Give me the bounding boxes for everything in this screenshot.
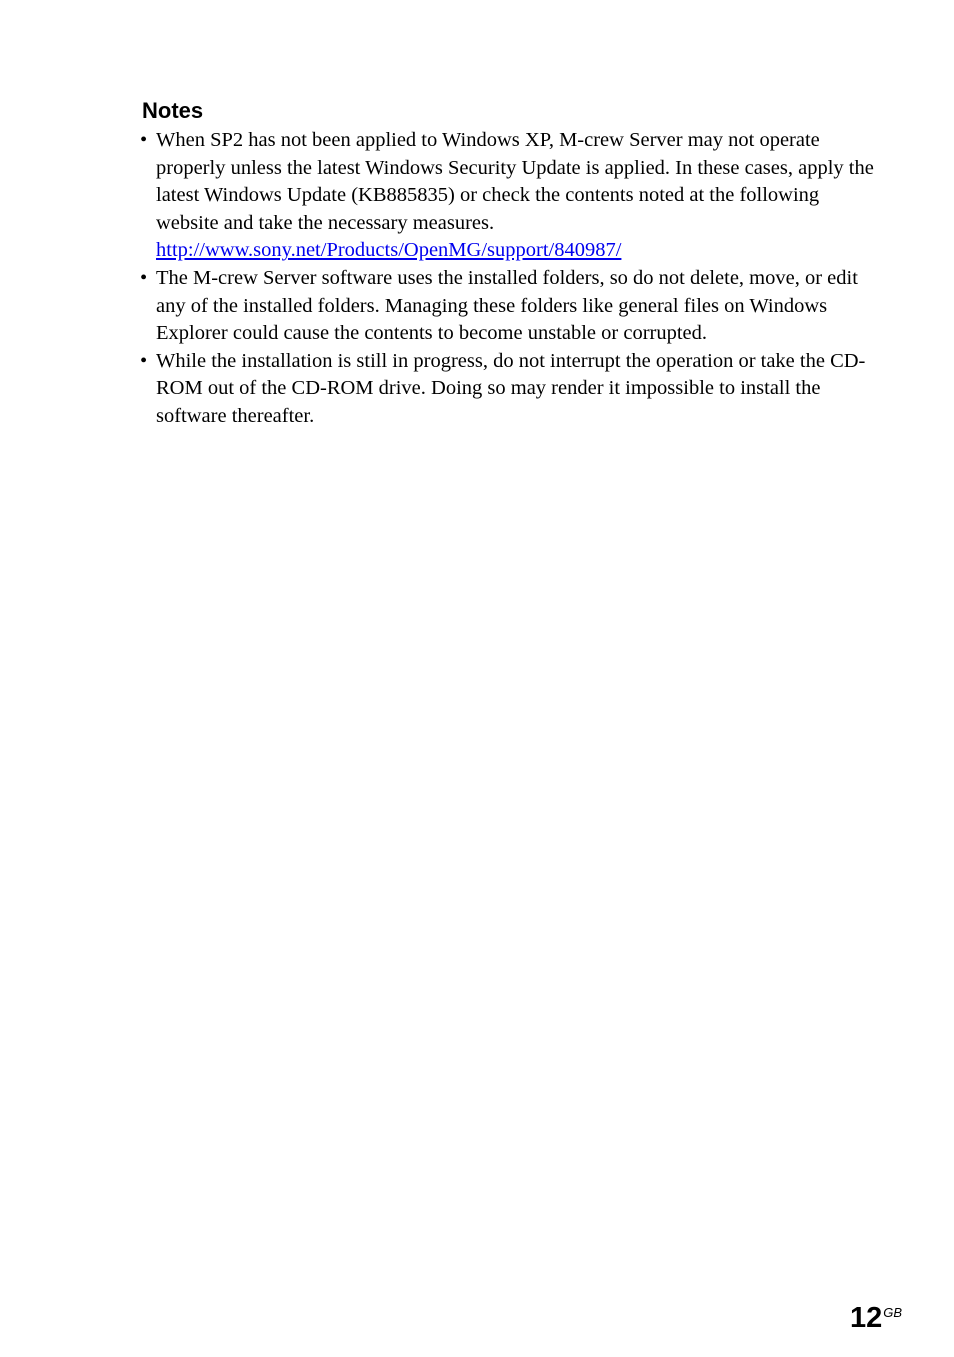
bullet: • (140, 349, 148, 372)
bullet: • (140, 266, 148, 289)
notes-list (140, 127, 880, 431)
bullet: • (140, 129, 148, 151)
support-link[interactable]: http://www.sony.net/Products/OpenMG/support/840987/ (156, 239, 622, 262)
list-item (140, 127, 880, 265)
notes-heading: Notes (142, 98, 204, 123)
note-text: While the installation is still in progress, do not interrupt the operation or take the CD-ROM out of the CD-ROM drive. Doing so may render it impossible to install the software thereafter. (156, 349, 866, 427)
note-text: When SP2 has not been applied to Windows XP, M-crew Server may not operate properly unless the latest Windows Security Update is applied. In these cases, apply the latest Windows Update (KB885835) or check the contents noted at the following website and take the necessary measures. (156, 129, 874, 234)
page-number-value: 12 (849, 1302, 883, 1334)
page-number-suffix: GB (883, 1305, 902, 1320)
list-item (140, 265, 880, 348)
note-text: The M-crew Server software uses the installed folders, so do not delete, move, or edit any of the installed folders. Managing these folders like general files on Windows Explorer could cause the contents to become unstable or corrupted. (156, 266, 858, 345)
page-number (850, 1302, 902, 1335)
list-item (140, 348, 880, 431)
